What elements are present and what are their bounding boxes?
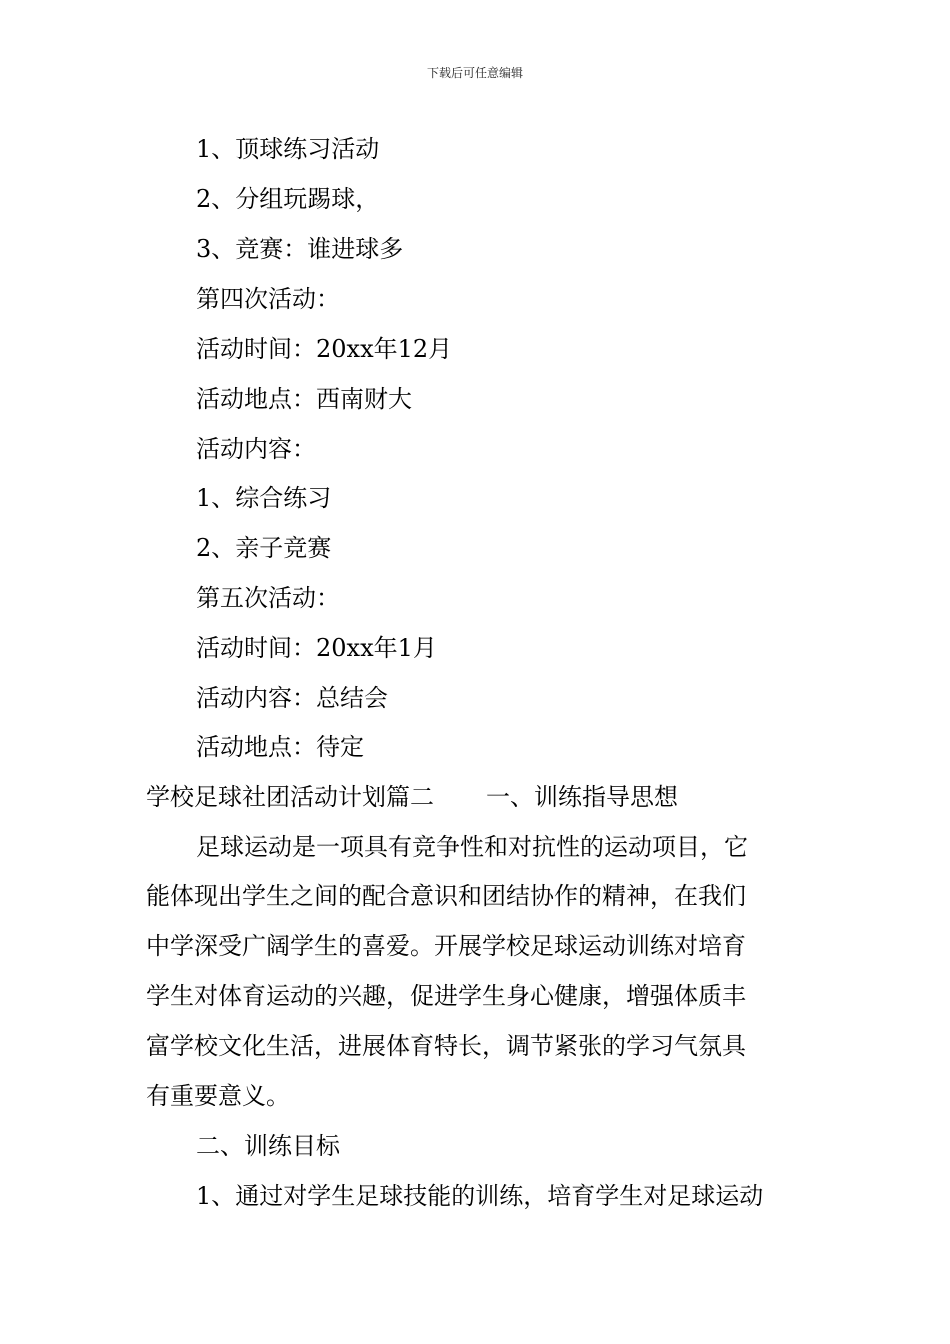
section-subtitle: 一、训练指导思想 <box>486 783 678 811</box>
section-heading <box>146 782 678 812</box>
activity-content: 活动内容：总结会 <box>196 684 388 712</box>
activity-heading: 第四次活动： <box>196 285 340 313</box>
list-item: 1、综合练习 <box>196 484 332 512</box>
section-title: 学校足球社团活动计划篇二 <box>146 783 434 811</box>
paragraph-line: 学生对体育运动的兴趣，促进学生身心健康，增强体质丰 <box>146 982 746 1010</box>
paragraph-line: 中学深受广阔学生的喜爱。开展学校足球运动训练对培育 <box>146 932 746 960</box>
activity-time: 活动时间：20xx年1月 <box>196 634 437 662</box>
paragraph-line: 足球运动是一项具有竞争性和对抗性的运动项目，它 <box>196 833 748 861</box>
activity-heading: 第五次活动： <box>196 584 340 612</box>
activity-time: 活动时间：20xx年12月 <box>196 335 453 363</box>
list-item: 2、分组玩踢球， <box>196 185 380 213</box>
paragraph-line: 富学校文化生活，进展体育特长，调节紧张的学习气氛具 <box>146 1032 746 1060</box>
list-item: 2、亲子竞赛 <box>196 534 332 562</box>
paragraph-line: 能体现出学生之间的配合意识和团结协作的精神，在我们 <box>146 882 746 910</box>
goals-item: 1、通过对学生足球技能的训练，培育学生对足球运动 <box>196 1182 764 1210</box>
list-item: 1、顶球练习活动 <box>196 135 380 163</box>
activity-location: 活动地点：待定 <box>196 733 364 761</box>
goals-heading: 二、训练目标 <box>196 1132 340 1160</box>
activity-content-label: 活动内容： <box>196 435 316 463</box>
page-header: 下载后可任意编辑 <box>426 66 523 80</box>
paragraph-line: 有重要意义。 <box>146 1082 290 1110</box>
list-item: 3、竞赛：谁进球多 <box>196 235 404 263</box>
activity-location: 活动地点：西南财大 <box>196 385 412 413</box>
